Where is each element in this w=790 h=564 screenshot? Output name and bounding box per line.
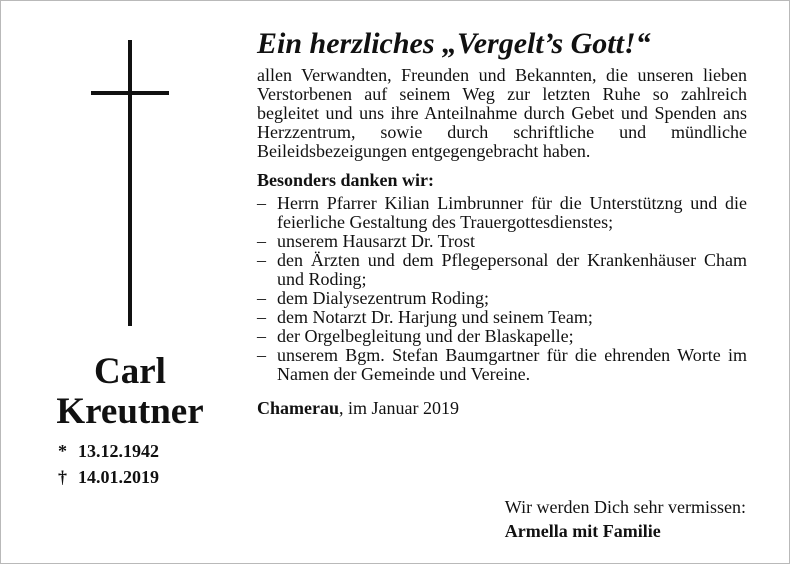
list-item-text: Herrn Pfarrer Kilian Limbrunner für die Unterstützng und die feierliche Gestaltung des Trauergottesdienstes; [277,193,747,232]
list-item [257,251,747,289]
list-item-text: unserem Bgm. Stefan Baumgartner für die ehrenden Worte im Namen der Gemeinde und Vereine. [277,345,747,384]
life-dates [58,438,159,490]
list-item [257,194,747,232]
dash-bullet: – [257,326,266,346]
place-name: Chamerau [257,398,339,418]
list-item-text: dem Notarzt Dr. Harjung und seinem Team; [277,307,593,327]
closing-line: Wir werden Dich sehr vermissen: [504,497,746,517]
birth-date-line [58,438,159,464]
list-item-text: unserem Hausarzt Dr. Trost [277,231,475,251]
place-date [257,398,747,418]
list-item-text: den Ärzten und dem Pflegepersonal der Krankenhäuser Cham und Roding; [277,250,747,289]
list-item [257,327,747,346]
closing-block [505,495,746,543]
deceased-name [30,352,230,432]
dash-bullet: – [257,345,266,365]
dash-bullet: – [257,250,266,270]
page-title: Ein herzliches „Vergelt’s Gott!“ [257,27,651,60]
dash-bullet: – [257,193,266,213]
list-item [257,308,747,327]
list-item-text: der Orgelbegleitung und der Blaskapelle; [277,326,574,346]
list-item-text: dem Dialysezentrum Roding; [277,288,489,308]
last-name: Kreutner [56,391,204,432]
signature: Armella mit Familie [504,521,661,541]
cross-vertical-bar [128,40,132,326]
list-item [257,346,747,384]
intro-paragraph: allen Verwandten, Freunden und Bekannten, die unseren lieben Verstorbenen auf seinem Weg zur letzten Ruhe so zahlreich begleitet und uns ihre Anteilnahme durch Gebet und Spenden ans Herzzentrum, sowie durch schriftliche und mündliche Beileidsbezeigungen entgegengebracht haben. [257,65,747,161]
list-item [257,289,747,308]
birth-date: 13.12.1942 [78,441,159,461]
death-date-line [58,464,159,490]
dash-bullet: – [257,307,266,327]
list-item [257,232,747,251]
thanks-list [257,194,747,384]
cross-horizontal-bar [91,91,169,95]
death-date: 14.01.2019 [78,467,159,487]
death-symbol: † [58,467,67,487]
thanks-content [257,24,747,418]
first-name: Carl [94,351,166,392]
dash-bullet: – [257,288,266,308]
birth-symbol: * [58,441,67,461]
dash-bullet: – [257,231,266,251]
date-text: , im Januar 2019 [339,398,459,418]
thanks-title: Besonders danken wir: [257,170,435,190]
